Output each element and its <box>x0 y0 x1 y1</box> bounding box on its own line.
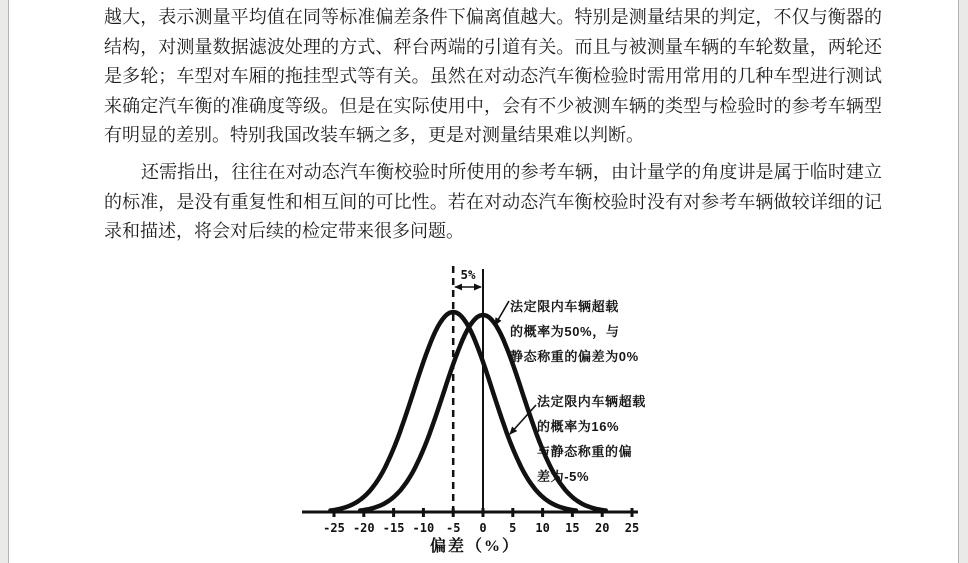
viewer-gutter-left <box>0 0 9 563</box>
x-tick-label: 15 <box>565 521 580 535</box>
x-tick-label: -15 <box>382 521 405 535</box>
annotation-line: 与静态称重的偏 <box>537 444 633 459</box>
viewer-gutter-right <box>958 0 968 563</box>
x-tick-label: 25 <box>624 521 640 535</box>
annotation-line: 法定限内车辆超载 <box>537 394 646 409</box>
paragraph-2 <box>104 158 882 247</box>
body-text-line: 有明显的差别。特别我国改装车辆之多，更是对测量结果难以判断。 <box>104 125 644 145</box>
body-text-line: 来确定汽车衡的准确度等级。但是在实际使用中，会有不少被测车辆的类型与检验时的参考车辆型 <box>104 95 882 116</box>
body-text-line: 结构，对测量数据滤波处理的方式、秤台两端的引道有关。而且与被测量车辆的车轮数量，两轮还 <box>104 36 882 57</box>
body-text-line: 越大，表示测量平均值在同等标准偏差条件下偏离值越大。特别是测量结果的判定，不仅与衡器的 <box>104 7 882 27</box>
annotation-deviation-0 <box>510 294 639 369</box>
document-page <box>9 0 958 563</box>
figure-normal-distribution <box>294 258 692 560</box>
x-axis-label: 偏差（%） <box>429 538 521 555</box>
gap-width-label: 5% <box>460 267 476 282</box>
body-text-line: 录和描述，将会对后续的检定带来很多问题。 <box>104 221 464 241</box>
x-tick-label: 10 <box>535 521 550 535</box>
annotation-line: 的概率为16% <box>537 419 620 434</box>
annotation-line: 的概率为50%，与 <box>510 324 620 339</box>
body-text <box>104 3 882 247</box>
body-text-line: 是多轮；车型对车厢的拖挂型式等有关。虽然在对动态汽车衡检验时需用常用的几种车型进行测试 <box>104 66 882 86</box>
annotation-deviation-minus5 <box>537 389 646 489</box>
x-tick-label: 20 <box>594 521 610 535</box>
x-tick-label: -25 <box>323 521 345 535</box>
annotation-line: 差为-5% <box>537 469 590 484</box>
x-tick-label: -10 <box>412 521 435 535</box>
annotation-line: 法定限内车辆超载 <box>510 299 619 314</box>
body-text-line: 还需指出，往往在对动态汽车衡校验时所使用的参考车辆，由计量学的角度讲是属于临时建立 <box>141 162 882 182</box>
x-tick-label: -20 <box>352 521 375 535</box>
paragraph-1 <box>104 3 882 151</box>
x-tick-label: 0 <box>479 521 487 535</box>
x-tick-label: 5 <box>509 521 517 535</box>
x-tick-label: -5 <box>445 521 461 535</box>
annotation-line: 静态称重的偏差为0% <box>510 349 639 364</box>
body-text-line: 的标准，是没有重复性和相互间的可比性。若在对动态汽车衡校验时没有对参考车辆做较详细的记 <box>104 191 882 212</box>
